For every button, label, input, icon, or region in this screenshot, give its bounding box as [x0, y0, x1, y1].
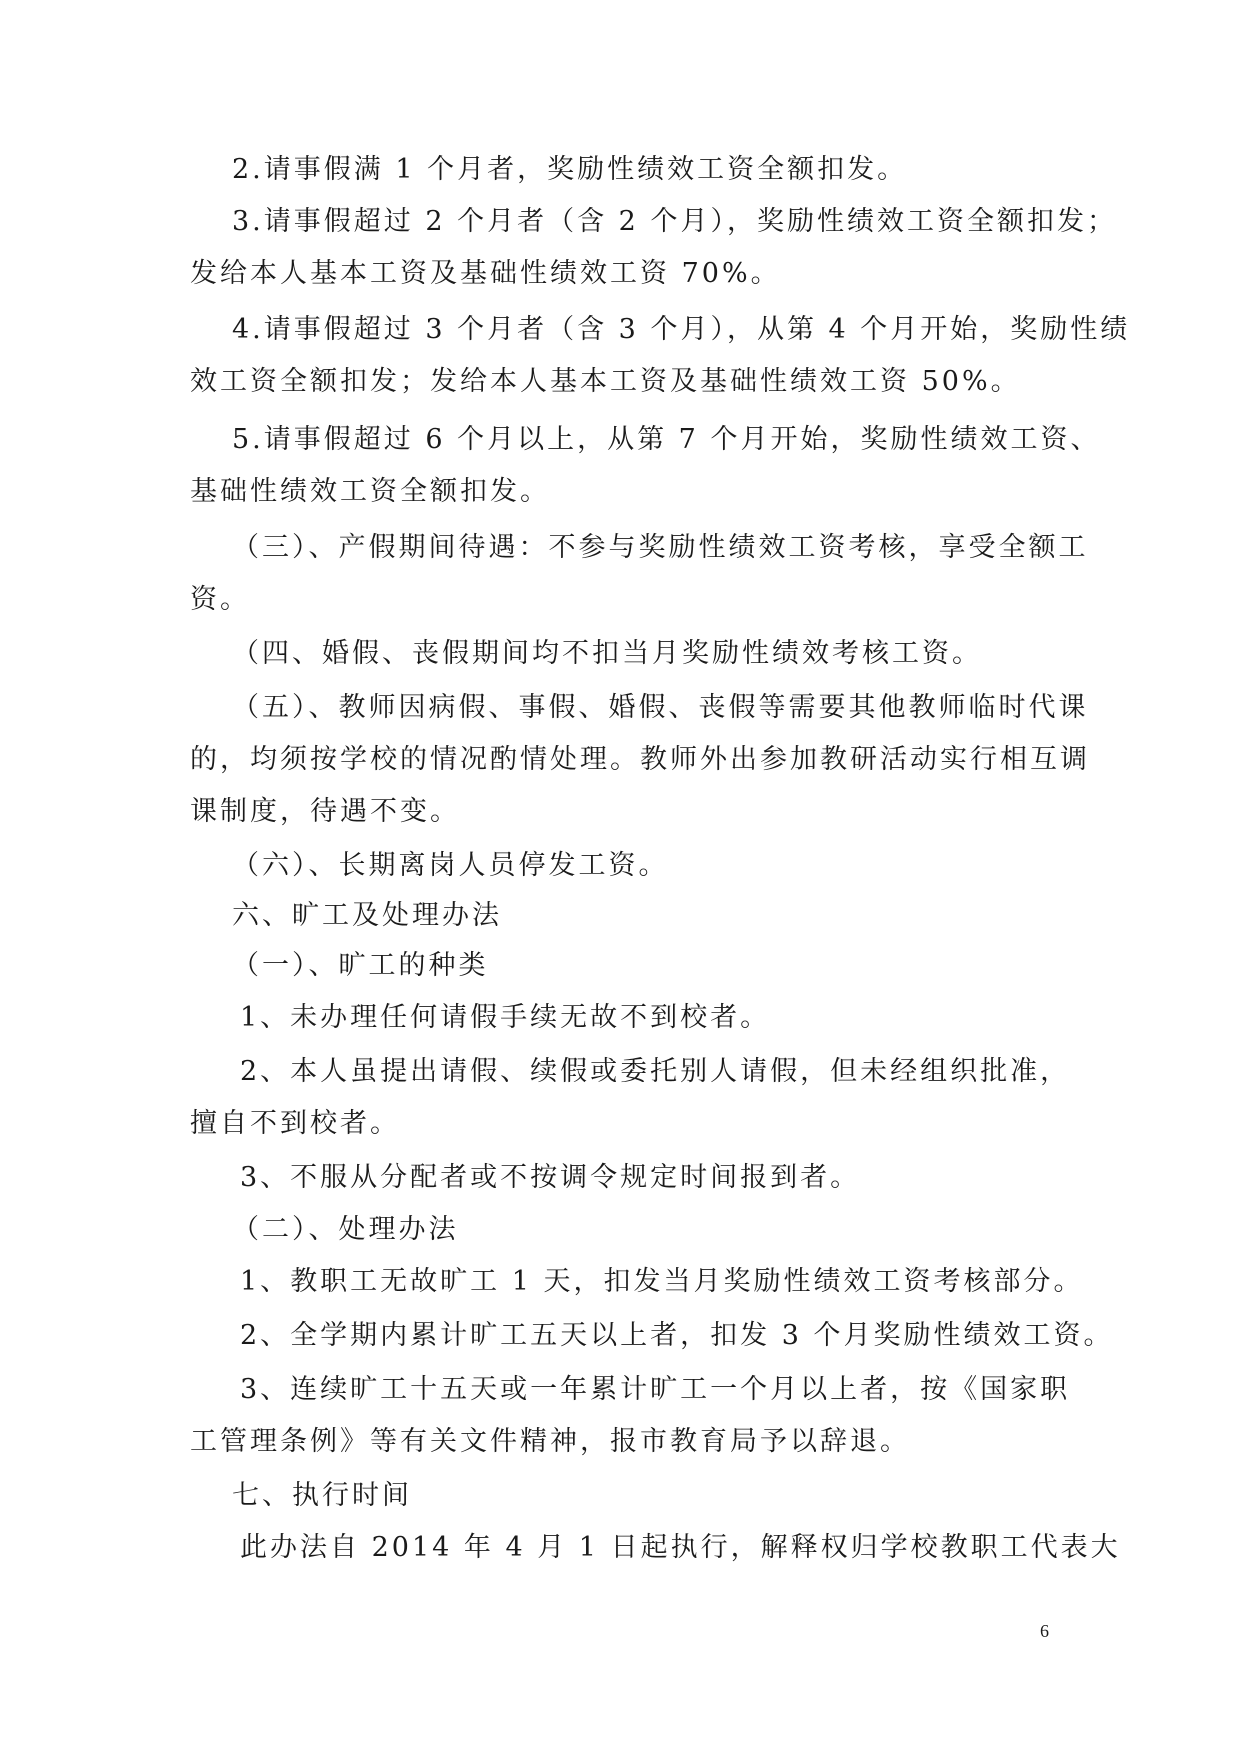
section-heading: 六、旷工及处理办法: [232, 900, 502, 931]
paragraph-line: 资。: [190, 584, 250, 615]
subsection-heading: （二）、处理办法: [232, 1214, 459, 1245]
paragraph-line: （三）、产假期间待遇：不参与奖励性绩效工资考核，享受全额工: [232, 532, 1089, 563]
paragraph-line: 2、本人虽提出请假、续假或委托别人请假，但未经组织批准，: [240, 1056, 1071, 1087]
paragraph-line: 效工资全额扣发；发给本人基本工资及基础性绩效工资 50%。: [190, 366, 1021, 397]
paragraph-line: 基础性绩效工资全额扣发。: [190, 476, 550, 507]
section-heading: 七、执行时间: [232, 1480, 412, 1511]
paragraph-line: 课制度，待遇不变。: [190, 796, 460, 827]
paragraph-line: （四、婚假、丧假期间均不扣当月奖励性绩效考核工资。: [232, 638, 982, 669]
paragraph-line: 2、全学期内累计旷工五天以上者，扣发 3 个月奖励性绩效工资。: [240, 1320, 1114, 1351]
paragraph-line: 2.请事假满 1 个月者，奖励性绩效工资全额扣发。: [232, 154, 908, 185]
page-number: 6: [1040, 1621, 1049, 1641]
paragraph-line: （五）、教师因病假、事假、婚假、丧假等需要其他教师临时代课: [232, 692, 1089, 723]
paragraph-line: 3.请事假超过 2 个月者（含 2 个月），奖励性绩效工资全额扣发；: [232, 206, 1117, 237]
paragraph-line: （六）、长期离岗人员停发工资。: [232, 850, 669, 881]
paragraph-line: 工管理条例》等有关文件精神，报市教育局予以辞退。: [190, 1426, 910, 1457]
paragraph-line: 擅自不到校者。: [190, 1108, 400, 1139]
paragraph-line: 1、未办理任何请假手续无故不到校者。: [240, 1002, 771, 1033]
paragraph-line: 4.请事假超过 3 个月者（含 3 个月），从第 4 个月开始，奖励性绩: [232, 314, 1131, 345]
paragraph-line: 的，均须按学校的情况酌情处理。教师外出参加教研活动实行相互调: [190, 744, 1090, 775]
paragraph-line: 此办法自 2014 年 4 月 1 日起执行，解释权归学校教职工代表大: [240, 1532, 1121, 1563]
paragraph-line: 3、不服从分配者或不按调令规定时间报到者。: [240, 1162, 861, 1193]
paragraph-line: 发给本人基本工资及基础性绩效工资 70%。: [190, 258, 781, 289]
paragraph-line: 1、教职工无故旷工 1 天，扣发当月奖励性绩效工资考核部分。: [240, 1266, 1084, 1297]
paragraph-line: 5.请事假超过 6 个月以上，从第 7 个月开始，奖励性绩效工资、: [232, 424, 1101, 455]
paragraph-line: 3、连续旷工十五天或一年累计旷工一个月以上者，按《国家职: [240, 1374, 1071, 1405]
subsection-heading: （一）、旷工的种类: [232, 950, 489, 981]
